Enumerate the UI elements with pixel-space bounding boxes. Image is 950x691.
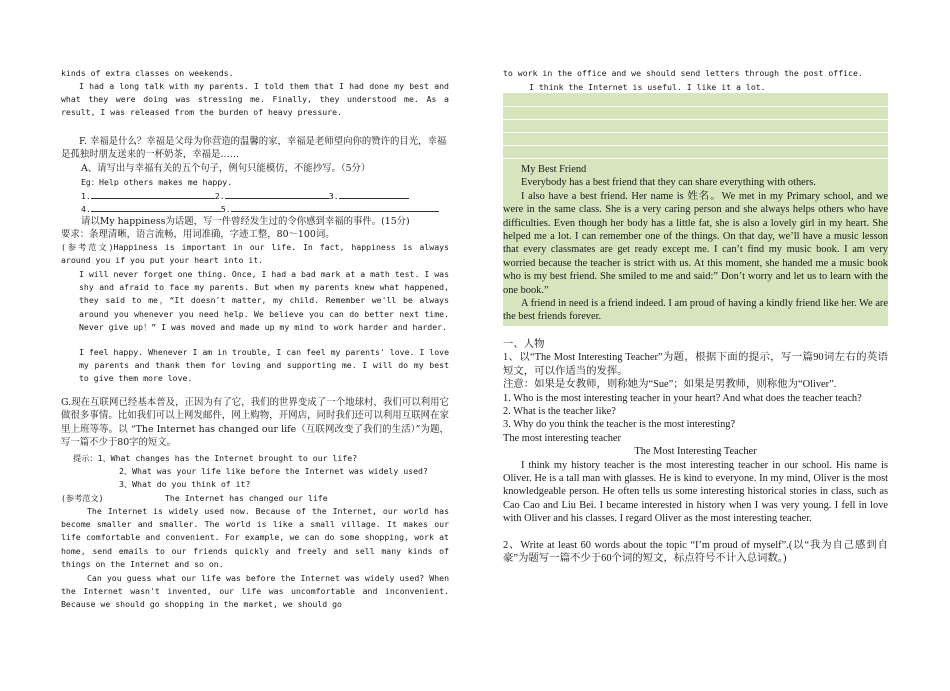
blank-4[interactable]	[91, 202, 221, 212]
blank-2[interactable]	[225, 189, 329, 199]
essay-highlight-box	[503, 93, 888, 326]
answer-line-1[interactable]: 1. 2. 3.	[81, 189, 409, 203]
left-text-p2: I had a long talk with my parents. I told them that I had done my best and what they were doing was stressing me. Finally, they understood me. As a result, I was released from the burden of heavy pressure.	[61, 81, 449, 118]
section-g-title: G.现在互联网已经基本普及，正因为有了它，我们的世界变成了一个地球村，我们可以利用它做很多事情。比如我们可以上网发邮件，网上购物，开网店，同时我们还可以利用互联网在家里上班等等。以 “The Internet has changed our life（互联网改变了我们的生活）”为题，写一篇不少于80字的短文。	[61, 397, 449, 449]
section-g-hint-3: 3、What do you think of it?	[119, 479, 251, 489]
essay-paragraph-1: Everybody has a best friend that they can share everything with others.	[521, 177, 816, 189]
blank-3[interactable]	[339, 189, 409, 199]
question-2: 2、Write at least 60 words about the topic “I’m proud of myself”.(以“我为自己感到自豪”为题写一篇不少于60个词的短文，标点符号不计入总词数。)	[503, 539, 888, 565]
section-f-sample-p2: I feel happy. Whenever I am in trouble, I can feel my parents' love. I love my parents and thank them for loving and supporting me. I will do my best to give them more love.	[79, 347, 449, 384]
section-g-sample-title: The Internet has changed our life	[165, 493, 328, 503]
section-g-sample-label: (参考范文)	[61, 493, 104, 503]
section-f-requirements: 要求：条理清晰，语言流畅，用词准确，字迹工整，80～100词。	[61, 229, 335, 240]
left-text-p1: kinds of extra classes on weekends.	[61, 68, 234, 78]
sample-essay-body: I think my history teacher is the most interesting teacher in our school. His name is Oliver. He is a tall man with glasses. He is kind to everyone. In my mind, Oliver is the most knowledgeable person. He often tells us some interesting historical stories in class, such as Cao Cao and Liu Bei. I became interested in history when I was very young. I fell in love with Oliver and his classes. I regard Oliver as the most interesting teacher.	[503, 459, 888, 525]
section-f-sample-p1: I will never forget one thing. Once, I had a bad mark at a math test. I was shy and afraid to face my parents. But when my parents knew what happened, they said to me，“It doesn't matter, my child. Remember we'll be always around you whenever you need help. We believe you can do better next time. Never give up！” I was moved and made up my mind to work harder and harder.	[79, 269, 449, 332]
section-f-example: Eg：Help others makes me happy.	[81, 177, 233, 187]
essay-title: My Best Friend	[521, 164, 587, 175]
question-1-hint-1: 1. Who is the most interesting teacher in your heart? And what does the teacher teach?	[503, 392, 862, 404]
answer-line-2[interactable]: 4. 5.	[81, 202, 439, 216]
sample-essay-title: The Most Interesting Teacher	[634, 446, 757, 458]
section-g-hint-2: 2、What was your life like before the Internet was widely used?	[119, 466, 428, 476]
section-g-sample-p2: Can you guess what our life was before the Internet was widely used? When the Internet wasn't invented, our life was uncomfortable and inconvenient. Because we should go shopping in the market, we should go	[61, 573, 449, 610]
section-f-title: F. 幸福是什么？幸福是父母为你营造的温馨的家，幸福是老师望向你的赞许的目光，幸福是孤独时朋友送来的一杯奶茶，幸福是……	[61, 136, 447, 161]
essay-paragraph-3: A friend in need is a friend indeed. I am proud of having a kindly friend like her. We are the best friends forever.	[503, 298, 888, 323]
section-g-hint-1: 提示：1、What changes has the Internet brought to our life?	[73, 453, 358, 463]
right-text-r2: I think the Internet is useful. I like it a lot.	[529, 82, 766, 92]
essay-my-best-friend	[503, 163, 888, 324]
question-1-note: 注意：如果是女教师，则称她为“Sue”；如果是男教师，则称他为“Oliver”.	[503, 379, 837, 391]
section-f-task-a: A、请写出与幸福有关的五个句子，例句只能模仿，不能抄写。（5分）	[81, 163, 371, 174]
essay-paragraph-2: I also have a best friend. Her name is 姓名。We met in my Primary school, and we were in the same class. She is a very caring person and she always helps others who have difficulties. Even though her body has a little fat, she is also a lovely girl in my heart. She helped me a lot. I can remember one of the things. On that day, we’ll have a music lesson that every classmates are get ready except me. I can’t find my music book. I am very worried because the teacher is strict with us. At this moment, she handed me a music book who is my best friend. She smiled to me and said:” Don’t worry and let us to learn with the one book.”	[503, 190, 888, 296]
answer-label: The most interesting teacher	[503, 432, 622, 444]
blank-1[interactable]	[91, 189, 215, 199]
section-heading-people: 一、人物	[503, 339, 545, 350]
right-lower-section	[503, 338, 888, 566]
section-f-task-b: 请以My happiness为话题，写一件曾经发生过的令你感到幸福的事件。(15分)	[81, 216, 410, 227]
blank-5[interactable]	[231, 202, 439, 212]
section-f-sample-intro: (参考范文)Happiness is important in our life. In fact, happiness is always around you if you put your heart into it.	[61, 242, 449, 266]
question-1-hint-2: 2. What is the teacher like?	[503, 406, 616, 418]
section-g-sample-p1: The Internet is widely used now. Because of the Internet, our world has become smaller and smaller. The world is like a small village. It makes our life comfortable and convenient. For example, we can do some shopping, work at home, send emails to our friends quickly and freely and sell many kinds of things on the Internet and so on.	[61, 506, 449, 569]
question-1: 1、以“The Most Interesting Teacher”为题，根据下面的提示，写一篇90词左右的英语短文，可以作适当的发挥。	[503, 352, 888, 377]
question-1-hint-3: 3. Why do you think the teacher is the most interesting?	[503, 419, 736, 431]
right-text-r1: to work in the office and we should send letters through the post office.	[503, 68, 863, 78]
